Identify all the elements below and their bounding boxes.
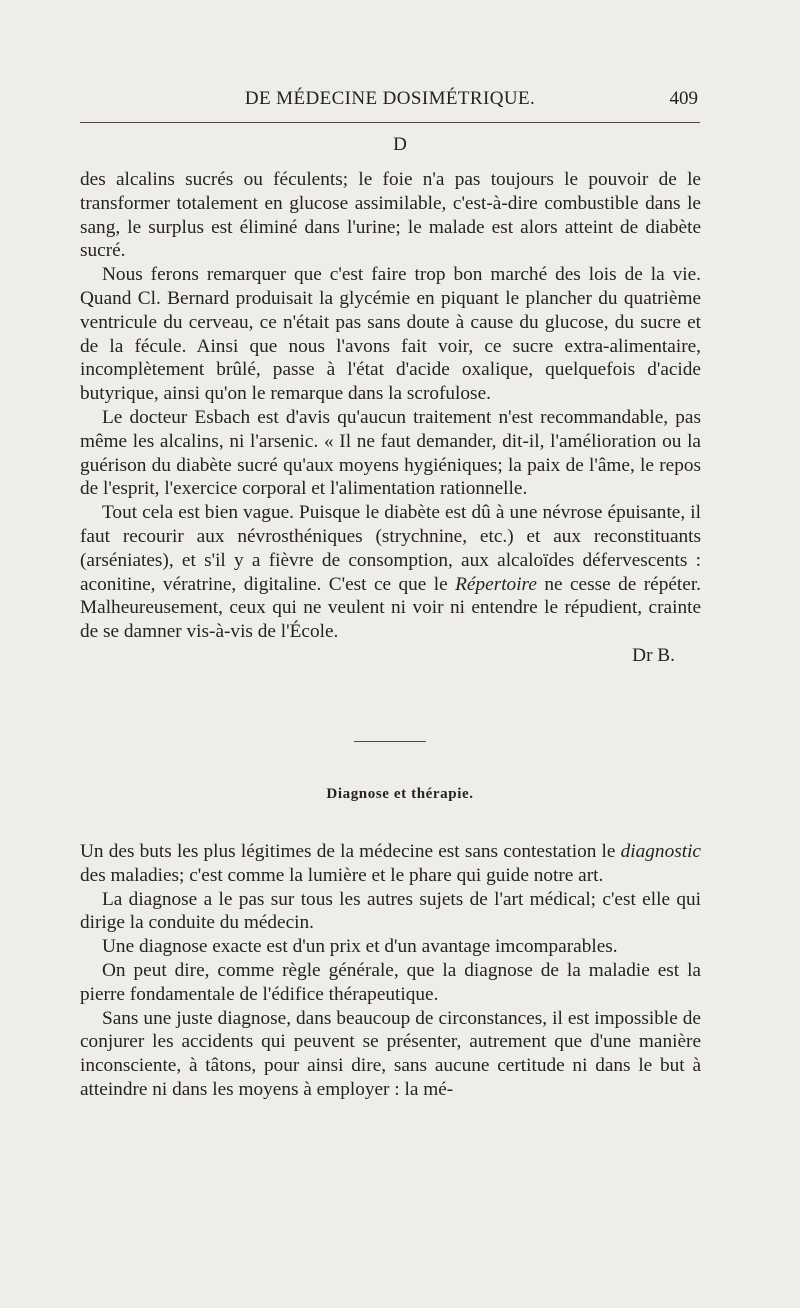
paragraph: On peut dire, comme règle générale, que la diagnose de la maladie est la pierre fondamentale de l'édifice thérapeutique.: [80, 959, 701, 1005]
section-divider: [354, 741, 426, 742]
paragraph: Nous ferons remarquer que c'est faire trop bon marché des lois de la vie. Quand Cl. Bernard produisait la glycémie en piquant le plancher du quatrième ventricule du cerveau, ce n'était pas sans doute à cause du glucose, du sucre et de la fécule. Ainsi que nous l'avons fait voir, ce sucre extra-alimentaire, incomplètement brûlé, passe à l'état d'acide oxalique, quelquefois d'acide butyrique, ainsi qu'on le remarque dans la scrofulose.: [80, 264, 701, 405]
article-continued: [80, 168, 701, 668]
italic-term: diagnostic: [620, 841, 701, 862]
paragraph: La diagnose a le pas sur tous les autres sujets de l'art médical; c'est elle qui dirige la conduite du médecin.: [80, 888, 701, 934]
paragraph: [80, 501, 701, 644]
section-heading: Diagnose et thérapie.: [326, 786, 474, 802]
paragraph-text: des maladies; c'est comme la lumière et le phare qui guide notre art.: [80, 864, 604, 886]
article-diagnose: [80, 840, 701, 1102]
paragraph-text: ne cesse de répéter. Malheureusement, ceux qui ne veulent ni voir ni entendre le répudient, crainte de se damner vis-à-vis de l'École.: [80, 573, 702, 643]
paragraph: Une diagnose exacte est d'un prix et d'un avantage imcomparables.: [102, 936, 618, 958]
page-number: 409: [669, 88, 698, 109]
author-signoff: Dr B.: [632, 644, 675, 666]
running-title: DE MÉDECINE DOSIMÉTRIQUE.: [244, 88, 536, 109]
paragraph: Le docteur Esbach est d'avis qu'aucun traitement n'est recommandable, pas même les alcalins, ni l'arsenic. « Il ne faut demander, dit-il, l'amélioration ou la guérison du diabète sucré qu'aux moyens hygiéniques; la paix de l'âme, le repos de l'esprit, l'exercice corporal et l'alimentation rationnelle.: [80, 406, 701, 500]
italic-title: Répertoire: [455, 573, 537, 595]
paragraph-text: Un des buts les plus légitimes de la médecine est sans contestation le: [80, 841, 621, 862]
paragraph: [80, 840, 701, 888]
paragraph: des alcalins sucrés ou féculents; le foie n'a pas toujours le pouvoir de le transformer totalement en glucose assimilable, c'est-à-dire combustible dans le sang, le surplus est éliminé dans l'urine; le malade est alors atteint de diabète sucré.: [80, 169, 701, 262]
paragraph: Sans une juste diagnose, dans beaucoup de circonstances, il est impossible de conjurer les accidents qui peuvent se présenter, autrement que d'une manière inconsciente, à tâtons, pour ainsi dire, sans aucune certitude ni dans le but à atteindre ni dans les moyens à employer : la mé-: [80, 1007, 701, 1100]
signature-mark: D: [393, 134, 407, 155]
paragraph-text: Tout cela est bien vague. Puisque le diabète est dû à une névrose épuisante, il faut recourir aux névrosthéniques (strychnine, etc.) et aux reconstituants (arséniates), et s'il y a fièvre de consomption, aux alcaloïdes défervescents : aconitine, vératrine, digitaline. C'est ce que le: [80, 502, 701, 595]
running-head: [80, 88, 700, 114]
header-rule: [80, 122, 700, 123]
